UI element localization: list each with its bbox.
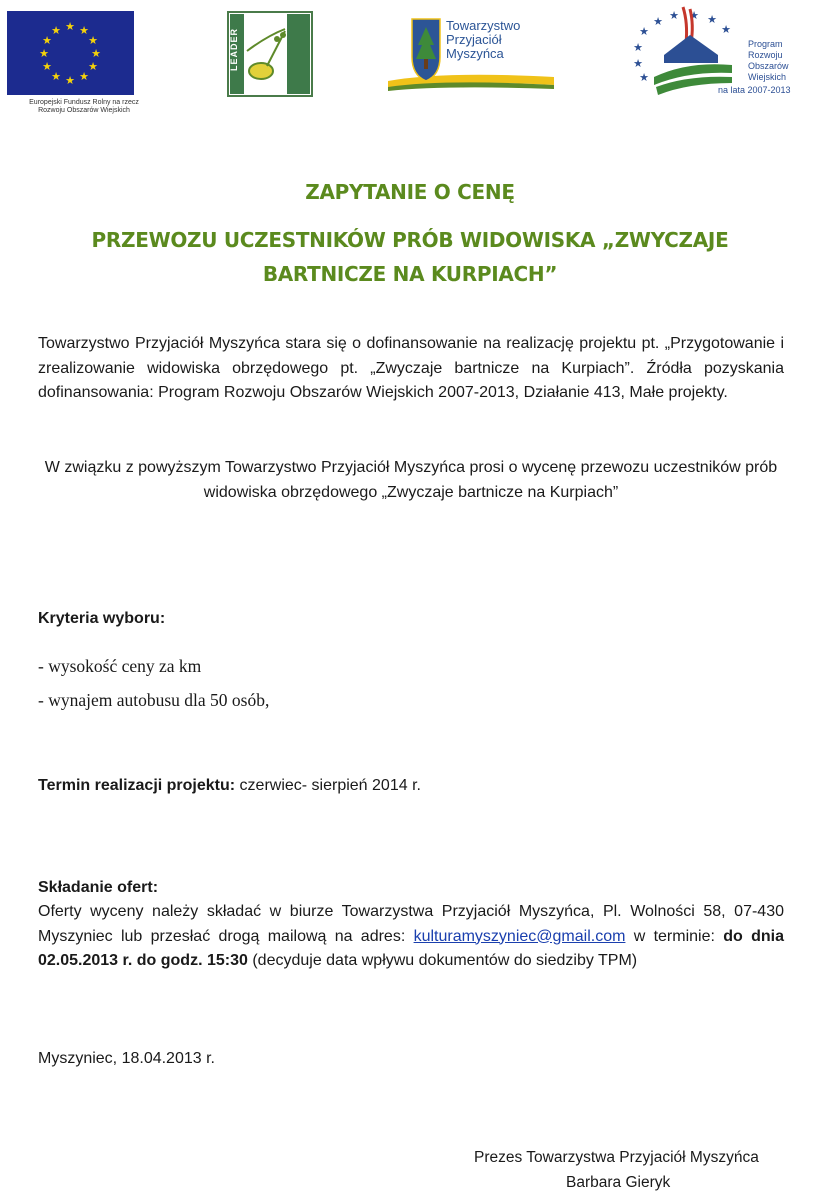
svg-text:★: ★ bbox=[65, 74, 75, 87]
svg-text:★: ★ bbox=[51, 70, 61, 83]
leader-logo bbox=[227, 11, 313, 97]
svg-text:★: ★ bbox=[42, 60, 52, 73]
svg-text:★: ★ bbox=[639, 25, 649, 38]
criteria-heading: Kryteria wyboru: bbox=[38, 610, 166, 627]
prow-line3: Obszarów bbox=[748, 61, 789, 71]
svg-text:★: ★ bbox=[88, 60, 98, 73]
svg-text:★: ★ bbox=[721, 23, 731, 36]
offers-heading: Składanie ofert: bbox=[38, 879, 159, 896]
eu-flag-logo bbox=[7, 11, 134, 95]
svg-text:★: ★ bbox=[79, 70, 89, 83]
offers-text-middle: w terminie: bbox=[625, 927, 724, 945]
eu-caption-line1: Europejski Fundusz Rolny na rzecz bbox=[29, 99, 139, 106]
prow-name bbox=[748, 39, 789, 83]
page-title: ZAPYTANIE O CENĘ bbox=[305, 180, 515, 204]
svg-text:★: ★ bbox=[91, 47, 101, 60]
offers-text-after: (decyduje data wpływu dokumentów do siedziby TPM) bbox=[247, 952, 638, 969]
svg-text:★: ★ bbox=[88, 34, 98, 47]
svg-text:★: ★ bbox=[653, 15, 663, 28]
prow-years: na lata 2007-2013 bbox=[718, 85, 791, 95]
svg-text:★: ★ bbox=[639, 71, 649, 84]
svg-text:★: ★ bbox=[689, 9, 699, 22]
prow-line2: Rozwoju bbox=[748, 50, 783, 60]
offers-deadline: do dnia 02.05.2013 r. do godz. 15:30 bbox=[38, 927, 784, 969]
prow-line1: Program bbox=[748, 39, 783, 49]
criteria-item: - wynajem autobusu dla 50 osób, bbox=[38, 690, 270, 710]
leader-text: LEADER bbox=[229, 27, 239, 71]
tpm-name bbox=[446, 19, 520, 61]
tpm-logo bbox=[384, 15, 560, 91]
tpm-line1: Towarzystwo bbox=[446, 18, 521, 33]
request-paragraph: W związku z powyższym Towarzystwo Przyjaciół Myszyńca prosi o wycenę przewozu uczestników prób widowiska obrzędowego „Zwyczaje bartnicze na Kurpiach” bbox=[44, 459, 778, 501]
svg-text:★: ★ bbox=[42, 34, 52, 47]
intro-paragraph: Towarzystwo Przyjaciół Myszyńca stara się o dofinansowanie na realizację projektu pt. „Przygotowanie i zrealizowanie widowiska obrzędowego pt. „Zwyczaje bartnicze na Kurpiach”. Źródła pozyskania dofinansowania: Program Rozwoju Obszarów Wiejskich 2007-2013, Działanie 413, Małe projekty. bbox=[38, 335, 784, 401]
criteria-item: - wysokość ceny za km bbox=[38, 656, 202, 676]
svg-text:★: ★ bbox=[79, 24, 89, 37]
offers-text-before: Oferty wyceny należy składać w biurze Towarzystwa Przyjaciół Myszyńca, Pl. Wolności 58, 07-430 Myszyniec lub przesłać drogą mailową na adres: bbox=[38, 903, 784, 945]
eu-stars-icon bbox=[7, 11, 134, 95]
email-link[interactable]: kulturamyszyniec@gmail.com bbox=[413, 927, 626, 945]
tpm-line2: Przyjaciół bbox=[446, 32, 502, 47]
svg-text:★: ★ bbox=[633, 57, 643, 70]
svg-text:★: ★ bbox=[65, 20, 75, 33]
signature-name: Barbara Gieryk bbox=[566, 1174, 671, 1191]
eu-caption bbox=[9, 99, 159, 115]
term-label: Termin realizacji projektu: bbox=[38, 777, 236, 794]
svg-text:★: ★ bbox=[707, 13, 717, 26]
term-line bbox=[38, 774, 784, 799]
page-subtitle-line1: PRZEWOZU UCZESTNIKÓW PRÓB WIDOWISKA „ZWYCZAJE bbox=[91, 228, 729, 252]
signature-title: Prezes Towarzystwa Przyjaciół Myszyńca bbox=[474, 1149, 759, 1166]
page-subtitle-line2: BARTNICZE NA KURPIACH” bbox=[262, 262, 558, 286]
prow-line4: Wiejskich bbox=[748, 72, 787, 82]
prow-logo bbox=[628, 3, 818, 103]
svg-text:★: ★ bbox=[633, 41, 643, 54]
svg-text:★: ★ bbox=[51, 24, 61, 37]
tpm-line3: Myszyńca bbox=[446, 46, 504, 61]
term-value: czerwiec- sierpień 2014 r. bbox=[235, 777, 421, 794]
offers-paragraph bbox=[38, 900, 784, 974]
leader-emblem-icon bbox=[227, 11, 313, 97]
place-date: Myszyniec, 18.04.2013 r. bbox=[38, 1050, 215, 1067]
svg-text:★: ★ bbox=[39, 47, 49, 60]
eu-caption-line2: Rozwoju Obszarów Wiejskich bbox=[38, 107, 130, 114]
svg-text:★: ★ bbox=[669, 9, 679, 22]
